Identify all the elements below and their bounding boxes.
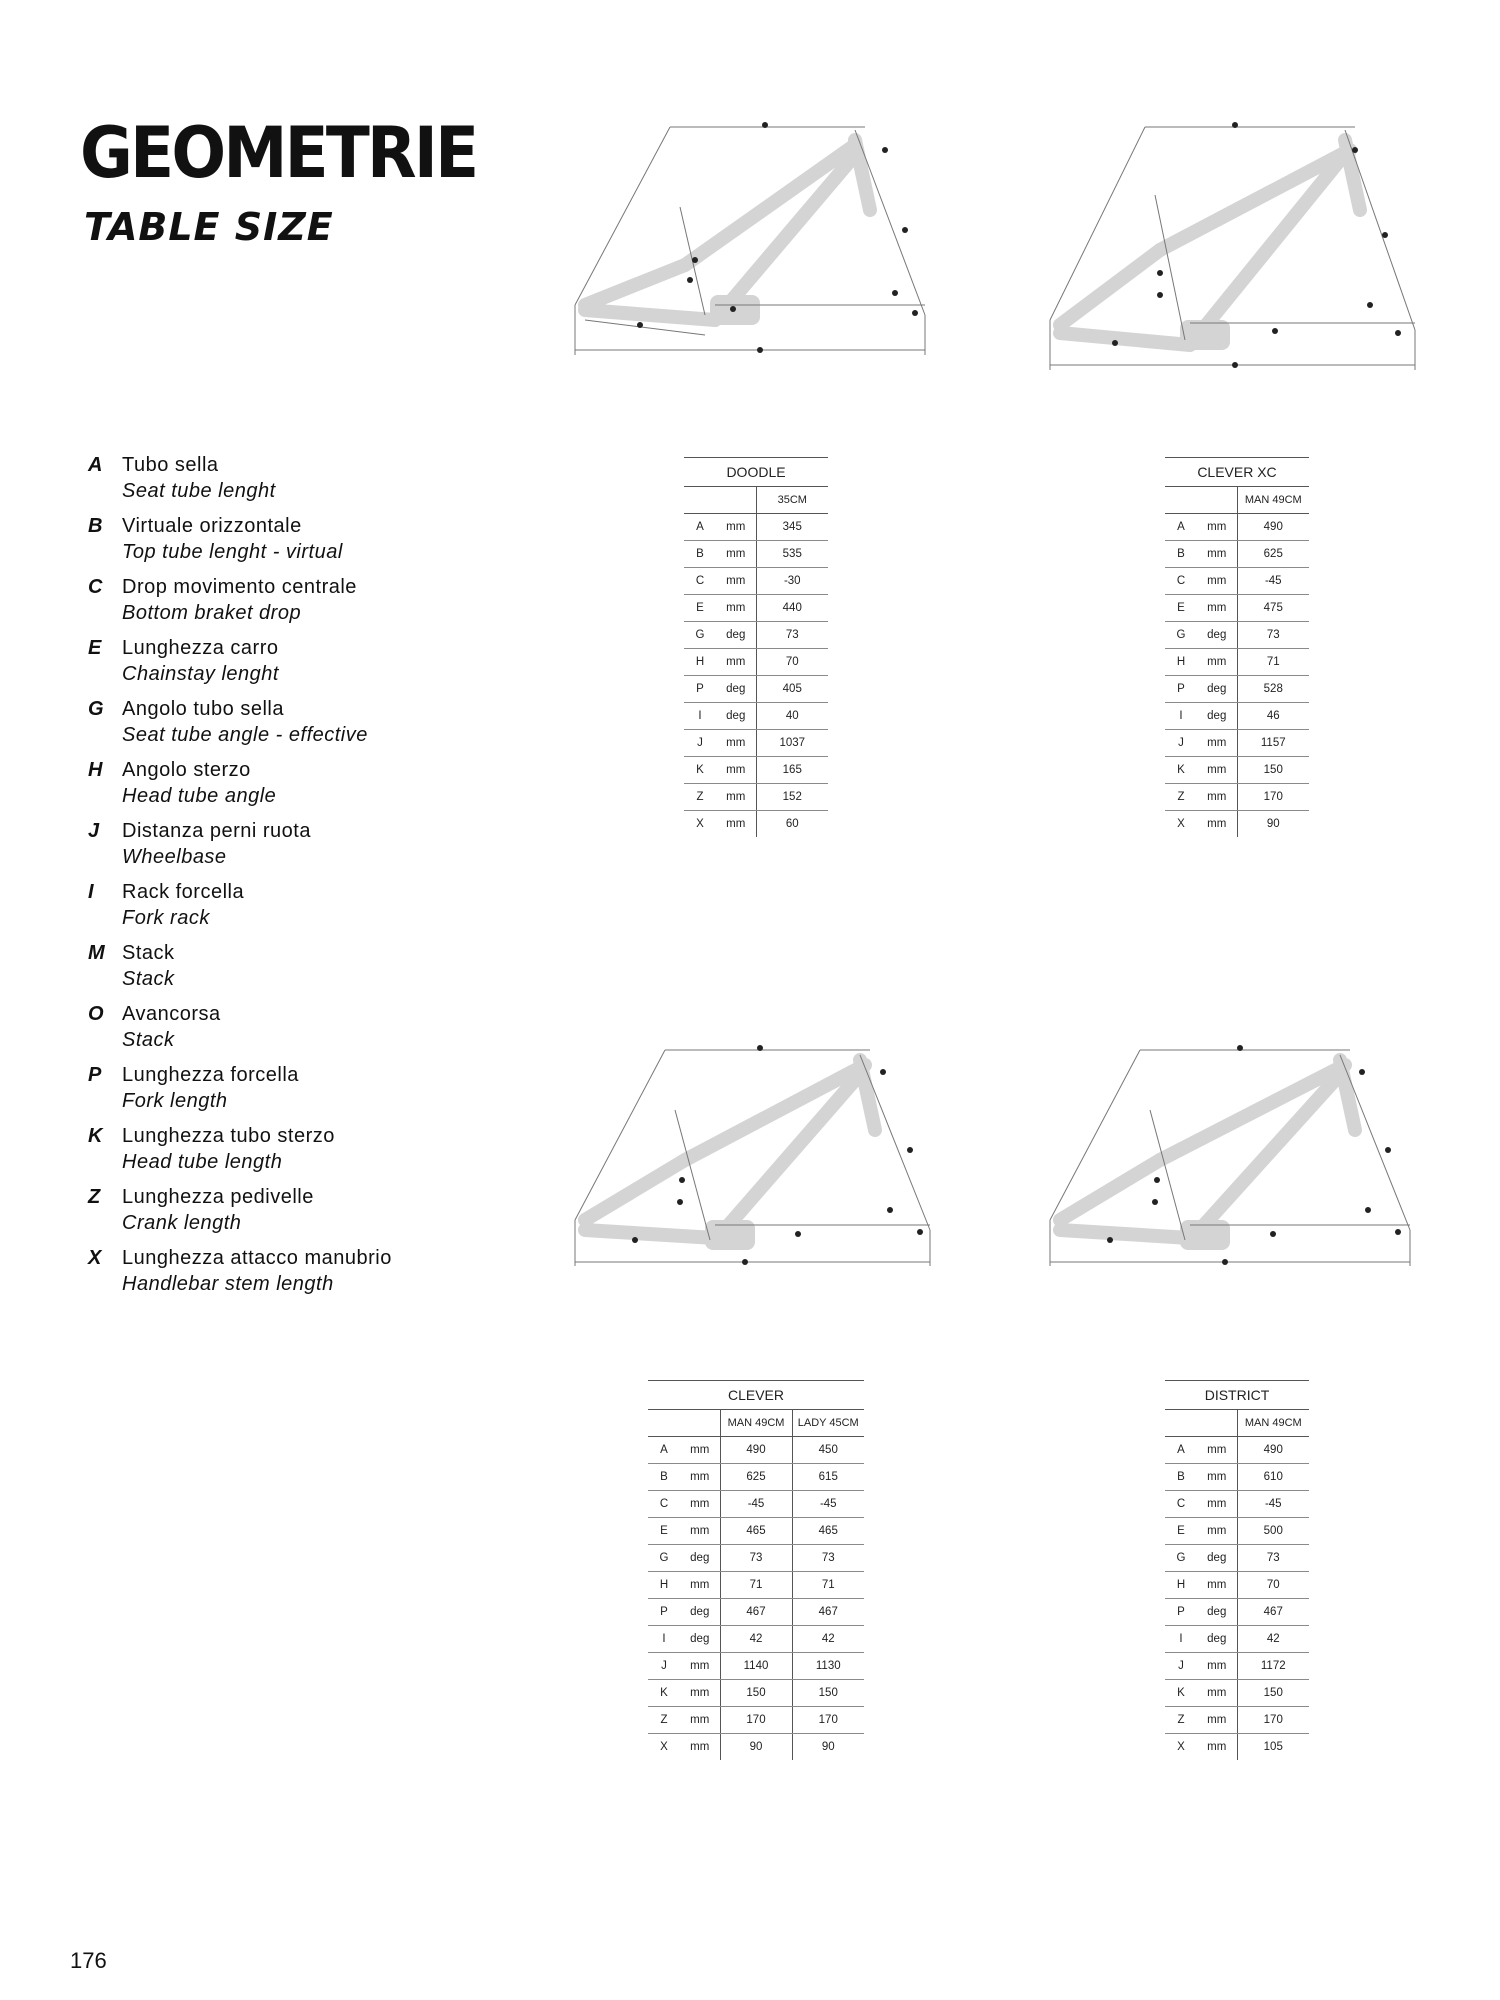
table-row: [1165, 757, 1309, 784]
legend-label-it: Avancorsa: [122, 1003, 221, 1025]
row-code: Z: [1165, 1707, 1197, 1734]
legend-label-en: Seat tube lenght: [122, 480, 276, 502]
row-value: 500: [1237, 1518, 1309, 1545]
legend-letter: C: [88, 576, 103, 598]
table-row: [648, 1734, 864, 1761]
row-value: 90: [749, 1741, 763, 1753]
page-title: GEOMETRIE: [80, 112, 477, 194]
row-value: 535: [756, 541, 828, 568]
legend-letter: P: [88, 1064, 102, 1086]
legend-label-it: Stack: [122, 942, 175, 964]
row-code: C: [1165, 1491, 1197, 1518]
table-row: [1165, 1707, 1309, 1734]
geometry-table-doodle: [684, 457, 828, 837]
row-unit: mm: [680, 1464, 720, 1491]
row-code: X: [696, 818, 704, 830]
table-row: [1165, 1464, 1309, 1491]
row-unit: deg: [1197, 676, 1237, 703]
row-value: 73: [756, 622, 828, 649]
row-code: P: [1165, 676, 1197, 703]
table-row: [1165, 1545, 1309, 1572]
row-unit: mm: [1197, 541, 1237, 568]
legend-label-it: Tubo sella: [122, 454, 219, 476]
row-code: Z: [648, 1707, 680, 1734]
legend-label-en: Chainstay lenght: [122, 663, 279, 685]
row-unit: mm: [1197, 595, 1237, 622]
row-value: 610: [1237, 1464, 1309, 1491]
legend-label-en: Top tube lenght - virtual: [122, 541, 343, 563]
table-row: [684, 730, 828, 757]
table-row: [684, 622, 828, 649]
row-code: A: [1165, 1437, 1197, 1464]
row-unit: mm: [680, 1680, 720, 1707]
row-unit: mm: [1197, 1572, 1237, 1599]
row-unit: mm: [680, 1653, 720, 1680]
row-value: 150: [1237, 1680, 1309, 1707]
legend-item: [88, 1001, 508, 1062]
legend-letter: X: [88, 1247, 102, 1269]
row-value: 70: [756, 649, 828, 676]
row-value: 625: [1237, 541, 1309, 568]
row-value: -45: [720, 1491, 792, 1518]
row-code: J: [684, 730, 716, 757]
row-code: H: [648, 1572, 680, 1599]
row-code: A: [1165, 514, 1197, 541]
row-unit: mm: [716, 784, 756, 811]
table-row: [684, 568, 828, 595]
size-header: MAN 49CM: [720, 1410, 792, 1437]
row-value: 1140: [720, 1653, 792, 1680]
row-value: -45: [1237, 1491, 1309, 1518]
row-unit: deg: [1197, 622, 1237, 649]
row-code: P: [1165, 1599, 1197, 1626]
row-code: J: [1165, 730, 1197, 757]
row-unit: deg: [1197, 1545, 1237, 1572]
row-unit: mm: [716, 730, 756, 757]
legend-label-en: Fork rack: [122, 907, 210, 929]
row-code: K: [648, 1680, 680, 1707]
row-unit: mm: [680, 1518, 720, 1545]
row-code: K: [1165, 1680, 1197, 1707]
row-value: 405: [756, 676, 828, 703]
table-row: [648, 1572, 864, 1599]
row-value: 73: [1237, 1545, 1309, 1572]
table-row: [1165, 595, 1309, 622]
table-row: [1165, 1734, 1309, 1761]
legend-item: [88, 452, 508, 513]
row-code: H: [1165, 649, 1197, 676]
legend-item: [88, 757, 508, 818]
row-value: 465: [720, 1518, 792, 1545]
row-value: 150: [1237, 757, 1309, 784]
row-code: K: [684, 757, 716, 784]
legend-item: [88, 696, 508, 757]
page-number: 176: [70, 1948, 107, 1973]
row-value: 465: [792, 1518, 864, 1545]
geometry-table-clever-xc: [1165, 457, 1309, 837]
size-header: MAN 49CM: [1237, 1410, 1309, 1437]
row-unit: deg: [1197, 703, 1237, 730]
legend-letter: O: [88, 1003, 104, 1025]
row-value: 152: [756, 784, 828, 811]
row-code: G: [648, 1545, 680, 1572]
row-value: 42: [1237, 1626, 1309, 1653]
row-code: B: [1165, 541, 1197, 568]
row-value: 475: [1237, 595, 1309, 622]
row-value: 90: [792, 1734, 864, 1761]
row-value: 490: [720, 1437, 792, 1464]
row-unit: deg: [716, 676, 756, 703]
row-code: B: [1165, 1464, 1197, 1491]
row-code: I: [648, 1626, 680, 1653]
row-value: 467: [1237, 1599, 1309, 1626]
row-code: X: [1177, 818, 1185, 830]
legend-label-it: Lunghezza pedivelle: [122, 1186, 314, 1208]
row-value: 150: [792, 1680, 864, 1707]
table-row: [1165, 1653, 1309, 1680]
legend-label-en: Crank length: [122, 1212, 242, 1234]
row-unit: mm: [1197, 649, 1237, 676]
row-unit: deg: [680, 1626, 720, 1653]
legend-letter: M: [88, 942, 105, 964]
legend-item: [88, 574, 508, 635]
row-value: 170: [1237, 784, 1309, 811]
table-row: [1165, 514, 1309, 541]
row-code: A: [684, 514, 716, 541]
row-value: 615: [792, 1464, 864, 1491]
legend-letter: I: [88, 881, 94, 903]
row-value: 40: [756, 703, 828, 730]
row-unit: mm: [680, 1491, 720, 1518]
row-value: 73: [720, 1545, 792, 1572]
frame-diagram-district: [1040, 1040, 1420, 1280]
table-row: [1165, 811, 1309, 838]
row-code: E: [1165, 1518, 1197, 1545]
legend-label-it: Virtuale orizzontale: [122, 515, 302, 537]
table-row: [684, 595, 828, 622]
legend-label-en: Head tube length: [122, 1151, 283, 1173]
row-code: C: [648, 1491, 680, 1518]
table-row: [1165, 1518, 1309, 1545]
row-value: 170: [1237, 1707, 1309, 1734]
table-row: [1165, 1599, 1309, 1626]
table-row: [1165, 1626, 1309, 1653]
legend-item: [88, 1245, 508, 1306]
legend-label-en: Bottom braket drop: [122, 602, 302, 624]
table-row: [684, 757, 828, 784]
legend-label-en: Stack: [122, 968, 175, 990]
row-unit: mm: [716, 595, 756, 622]
legend-item: [88, 879, 508, 940]
row-value: 1037: [756, 730, 828, 757]
row-value: 170: [720, 1707, 792, 1734]
table-row: [1165, 703, 1309, 730]
row-unit: deg: [1197, 1599, 1237, 1626]
row-code: X: [660, 1741, 668, 1753]
row-code: I: [1165, 1626, 1197, 1653]
legend-item: [88, 940, 508, 1001]
row-value: 60: [785, 818, 799, 830]
table-row: [1165, 676, 1309, 703]
table-row: [684, 514, 828, 541]
table-row: [684, 649, 828, 676]
page-subtitle: TABLE SIZE: [84, 205, 334, 249]
row-value: -30: [756, 568, 828, 595]
row-code: H: [684, 649, 716, 676]
row-unit: mm: [716, 514, 756, 541]
row-code: G: [1165, 1545, 1197, 1572]
row-value: -45: [792, 1491, 864, 1518]
legend-item: [88, 635, 508, 696]
row-code: J: [1165, 1653, 1197, 1680]
row-code: C: [1165, 568, 1197, 595]
row-unit: mm: [1197, 1734, 1237, 1761]
table-row: [1165, 622, 1309, 649]
row-value: 450: [792, 1437, 864, 1464]
row-code: E: [648, 1518, 680, 1545]
frame-diagram-clever: [565, 1040, 945, 1280]
row-value: 73: [792, 1545, 864, 1572]
legend-item: [88, 1062, 508, 1123]
table-row: [648, 1518, 864, 1545]
row-code: C: [684, 568, 716, 595]
table-row: [1165, 568, 1309, 595]
row-value: 467: [792, 1599, 864, 1626]
legend-letter: G: [88, 698, 104, 720]
legend-label-en: Fork length: [122, 1090, 228, 1112]
row-unit: mm: [1197, 568, 1237, 595]
row-code: E: [684, 595, 716, 622]
legend: [88, 452, 508, 1306]
row-unit: mm: [1197, 1653, 1237, 1680]
table-row: [1165, 784, 1309, 811]
row-value: 528: [1237, 676, 1309, 703]
row-value: -45: [1237, 568, 1309, 595]
row-value: 490: [1237, 1437, 1309, 1464]
legend-label-it: Lunghezza attacco manubrio: [122, 1247, 392, 1269]
row-value: 150: [720, 1680, 792, 1707]
row-value: 170: [792, 1707, 864, 1734]
row-code: B: [684, 541, 716, 568]
row-code: B: [648, 1464, 680, 1491]
row-code: G: [1165, 622, 1197, 649]
row-value: 70: [1237, 1572, 1309, 1599]
table-row: [648, 1599, 864, 1626]
table-row: [1165, 1491, 1309, 1518]
row-code: J: [648, 1653, 680, 1680]
legend-label-it: Lunghezza forcella: [122, 1064, 299, 1086]
row-unit: mm: [1197, 1680, 1237, 1707]
table-row: [684, 811, 828, 838]
row-code: Z: [684, 784, 716, 811]
row-code: G: [684, 622, 716, 649]
row-code: E: [1165, 595, 1197, 622]
row-value: 625: [720, 1464, 792, 1491]
legend-letter: H: [88, 759, 103, 781]
row-unit: mm: [680, 1734, 720, 1761]
legend-letter: E: [88, 637, 102, 659]
table-row: [1165, 649, 1309, 676]
legend-item: [88, 818, 508, 879]
table-row: [684, 784, 828, 811]
row-value: 490: [1237, 514, 1309, 541]
row-unit: mm: [1197, 1491, 1237, 1518]
legend-label-en: Stack: [122, 1029, 175, 1051]
frame-diagram-doodle: [565, 115, 945, 365]
row-unit: mm: [1197, 757, 1237, 784]
row-value: 1130: [792, 1653, 864, 1680]
row-code: H: [1165, 1572, 1197, 1599]
row-value: 46: [1237, 703, 1309, 730]
table-title: CLEVER XC: [1165, 458, 1309, 487]
row-value: 71: [1237, 649, 1309, 676]
row-value: 73: [1237, 622, 1309, 649]
row-unit: mm: [716, 811, 756, 838]
table-row: [684, 676, 828, 703]
size-header: LADY 45CM: [792, 1410, 864, 1437]
geometry-table-district: [1165, 1380, 1309, 1760]
table-title: DOODLE: [684, 458, 828, 487]
legend-item: [88, 513, 508, 574]
row-unit: mm: [716, 757, 756, 784]
legend-label-it: Drop movimento centrale: [122, 576, 357, 598]
row-unit: deg: [680, 1545, 720, 1572]
legend-label-it: Rack forcella: [122, 881, 245, 903]
legend-item: [88, 1184, 508, 1245]
legend-item: [88, 1123, 508, 1184]
row-code: K: [1165, 757, 1197, 784]
row-code: P: [648, 1599, 680, 1626]
size-header: MAN 49CM: [1237, 487, 1309, 514]
row-unit: mm: [1197, 1464, 1237, 1491]
row-unit: mm: [716, 541, 756, 568]
row-unit: deg: [680, 1599, 720, 1626]
row-unit: mm: [1197, 784, 1237, 811]
table-row: [1165, 541, 1309, 568]
legend-label-en: Head tube angle: [122, 785, 277, 807]
legend-letter: K: [88, 1125, 103, 1147]
row-unit: deg: [716, 622, 756, 649]
row-value: 165: [756, 757, 828, 784]
row-value: 71: [792, 1572, 864, 1599]
table-title: DISTRICT: [1165, 1381, 1309, 1410]
row-code: X: [1177, 1741, 1185, 1753]
table-row: [684, 541, 828, 568]
legend-letter: Z: [88, 1186, 101, 1208]
table-row: [648, 1545, 864, 1572]
table-row: [648, 1491, 864, 1518]
row-value: 90: [1266, 818, 1280, 830]
row-unit: mm: [680, 1572, 720, 1599]
table-row: [648, 1437, 864, 1464]
row-value: 42: [792, 1626, 864, 1653]
row-unit: deg: [1197, 1626, 1237, 1653]
row-value: 71: [720, 1572, 792, 1599]
legend-label-it: Lunghezza carro: [122, 637, 279, 659]
table-row: [1165, 1572, 1309, 1599]
legend-letter: J: [88, 820, 100, 842]
row-value: 440: [756, 595, 828, 622]
row-unit: mm: [680, 1707, 720, 1734]
frame-diagram-clever-xc: [1040, 115, 1420, 375]
legend-label-en: Handlebar stem length: [122, 1273, 334, 1295]
table-row: [648, 1653, 864, 1680]
row-code: I: [1165, 703, 1197, 730]
row-value: 345: [756, 514, 828, 541]
row-value: 1172: [1237, 1653, 1309, 1680]
table-title: CLEVER: [648, 1381, 864, 1410]
legend-letter: A: [88, 454, 103, 476]
legend-label-en: Wheelbase: [122, 846, 227, 868]
table-row: [1165, 1680, 1309, 1707]
legend-label-it: Angolo tubo sella: [122, 698, 284, 720]
geometry-table-clever: [648, 1380, 864, 1760]
legend-label-it: Lunghezza tubo sterzo: [122, 1125, 335, 1147]
row-value: 467: [720, 1599, 792, 1626]
row-unit: mm: [716, 649, 756, 676]
row-unit: mm: [716, 568, 756, 595]
row-unit: mm: [1197, 514, 1237, 541]
row-code: A: [648, 1437, 680, 1464]
row-value: 1157: [1237, 730, 1309, 757]
size-header: 35CM: [756, 487, 828, 514]
row-unit: mm: [1197, 1518, 1237, 1545]
table-row: [648, 1626, 864, 1653]
row-unit: mm: [1197, 811, 1237, 838]
row-code: I: [684, 703, 716, 730]
row-unit: mm: [1197, 730, 1237, 757]
table-row: [648, 1707, 864, 1734]
table-row: [648, 1680, 864, 1707]
row-unit: mm: [1197, 1707, 1237, 1734]
row-unit: deg: [716, 703, 756, 730]
table-row: [648, 1464, 864, 1491]
row-code: P: [684, 676, 716, 703]
legend-label-it: Angolo sterzo: [122, 759, 251, 781]
table-row: [1165, 730, 1309, 757]
row-value: 105: [1263, 1741, 1283, 1753]
legend-label-it: Distanza perni ruota: [122, 820, 311, 842]
legend-letter: B: [88, 515, 103, 537]
row-unit: mm: [1197, 1437, 1237, 1464]
row-value: 42: [720, 1626, 792, 1653]
row-unit: mm: [680, 1437, 720, 1464]
table-row: [684, 703, 828, 730]
legend-label-en: Seat tube angle - effective: [122, 724, 368, 746]
row-code: Z: [1165, 784, 1197, 811]
table-row: [1165, 1437, 1309, 1464]
